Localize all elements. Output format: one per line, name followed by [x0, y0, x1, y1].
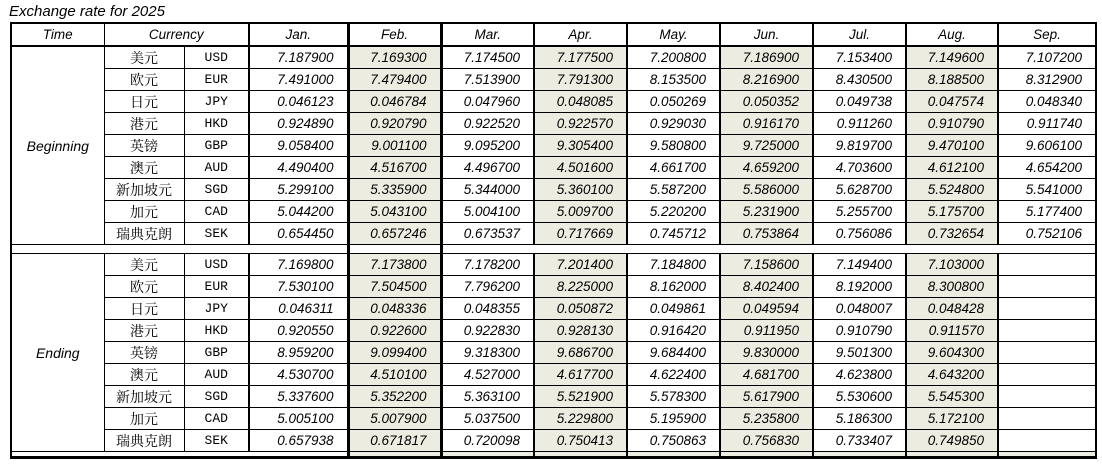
- rate-cell: 8.959200: [249, 342, 348, 364]
- rate-cell: [998, 386, 1096, 408]
- currency-name-cell: 加元: [104, 201, 184, 223]
- rate-cell: 0.745712: [627, 223, 720, 245]
- rate-cell: 4.516700: [348, 157, 441, 179]
- rate-cell: 4.617700: [534, 364, 627, 386]
- rate-cell: 7.513900: [441, 69, 534, 91]
- rate-cell: 7.479400: [348, 69, 441, 91]
- rate-cell: 7.201400: [534, 254, 627, 276]
- rate-cell: 5.545300: [906, 386, 998, 408]
- currency-name-cell: 日元: [104, 91, 184, 113]
- rate-cell: 5.172100: [906, 408, 998, 430]
- rate-cell: 4.490400: [249, 157, 348, 179]
- currency-name-cell: 港元: [104, 113, 184, 135]
- partial-bottom-row: [11, 452, 1096, 458]
- currency-name-cell: 美元: [104, 254, 184, 276]
- partial-cell: [998, 452, 1096, 458]
- table-row: [11, 298, 1096, 320]
- currency-code-cell: JPY: [184, 91, 249, 113]
- currency-name-cell: 瑞典克朗: [104, 223, 184, 245]
- table-row: [11, 254, 1096, 276]
- rate-cell: 0.048340: [998, 91, 1096, 113]
- rate-cell: 9.725000: [720, 135, 813, 157]
- table-row: [11, 430, 1096, 452]
- partial-cell: [534, 452, 627, 458]
- rate-cell: 5.586000: [720, 179, 813, 201]
- rate-cell: 7.177500: [534, 46, 627, 69]
- rate-cell: 5.037500: [441, 408, 534, 430]
- table-row: [11, 46, 1096, 69]
- table-row: [11, 179, 1096, 201]
- currency-code-cell: USD: [184, 254, 249, 276]
- table-row: [11, 408, 1096, 430]
- rate-cell: 5.231900: [720, 201, 813, 223]
- rate-cell: 0.920790: [348, 113, 441, 135]
- currency-name-cell: 澳元: [104, 157, 184, 179]
- rate-cell: 4.612100: [906, 157, 998, 179]
- rate-cell: 8.153500: [627, 69, 720, 91]
- rate-cell: 4.681700: [720, 364, 813, 386]
- rate-cell: 7.169800: [249, 254, 348, 276]
- rate-cell: 8.312900: [998, 69, 1096, 91]
- rate-cell: 4.527000: [441, 364, 534, 386]
- rate-cell: 4.622400: [627, 364, 720, 386]
- rate-cell: 0.673537: [441, 223, 534, 245]
- rate-cell: 4.496700: [441, 157, 534, 179]
- currency-name-cell: 加元: [104, 408, 184, 430]
- partial-cell: [441, 452, 534, 458]
- rate-cell: 5.007900: [348, 408, 441, 430]
- rate-cell: 5.337600: [249, 386, 348, 408]
- rate-cell: 0.046311: [249, 298, 348, 320]
- month-header: Jan.: [249, 23, 348, 46]
- rate-cell: 4.659200: [720, 157, 813, 179]
- table-row: [11, 276, 1096, 298]
- rate-cell: [998, 320, 1096, 342]
- rate-cell: 5.220200: [627, 201, 720, 223]
- partial-cell: [348, 452, 441, 458]
- currency-code-cell: JPY: [184, 298, 249, 320]
- rate-cell: 9.099400: [348, 342, 441, 364]
- currency-name-cell: 新加坡元: [104, 179, 184, 201]
- partial-cell: [906, 452, 998, 458]
- rate-cell: 7.504500: [348, 276, 441, 298]
- rate-cell: 8.162000: [627, 276, 720, 298]
- rate-cell: 4.661700: [627, 157, 720, 179]
- rate-cell: 0.928130: [534, 320, 627, 342]
- rate-cell: 4.501600: [534, 157, 627, 179]
- rate-cell: 0.750413: [534, 430, 627, 452]
- rate-cell: 7.791300: [534, 69, 627, 91]
- rate-cell: 5.360100: [534, 179, 627, 201]
- rate-cell: 0.911740: [998, 113, 1096, 135]
- rate-cell: 7.184800: [627, 254, 720, 276]
- rate-cell: [998, 276, 1096, 298]
- rate-cell: 0.050269: [627, 91, 720, 113]
- table-row: [11, 113, 1096, 135]
- rate-cell: 0.047574: [906, 91, 998, 113]
- table-body: [11, 46, 1096, 458]
- currency-name-cell: 港元: [104, 320, 184, 342]
- rate-cell: 0.671817: [348, 430, 441, 452]
- rate-cell: 8.216900: [720, 69, 813, 91]
- currency-code-cell: GBP: [184, 135, 249, 157]
- currency-code-cell: SEK: [184, 223, 249, 245]
- rate-cell: 0.929030: [627, 113, 720, 135]
- rate-cell: 8.225000: [534, 276, 627, 298]
- currency-name-cell: 瑞典克朗: [104, 430, 184, 452]
- rate-cell: 4.643200: [906, 364, 998, 386]
- rate-cell: 0.750863: [627, 430, 720, 452]
- table-row: [11, 364, 1096, 386]
- rate-cell: 7.530100: [249, 276, 348, 298]
- rate-cell: 5.541000: [998, 179, 1096, 201]
- separator-cell: [11, 245, 348, 254]
- rate-cell: 0.916420: [627, 320, 720, 342]
- currency-name-cell: 日元: [104, 298, 184, 320]
- rate-cell: 0.050352: [720, 91, 813, 113]
- rate-cell: 8.188500: [906, 69, 998, 91]
- rate-cell: 5.352200: [348, 386, 441, 408]
- currency-code-cell: SGD: [184, 386, 249, 408]
- rate-cell: 0.752106: [998, 223, 1096, 245]
- month-header: Aug.: [906, 23, 998, 46]
- rate-cell: 0.046784: [348, 91, 441, 113]
- currency-name-cell: 美元: [104, 46, 184, 69]
- table-header: [11, 23, 1096, 46]
- currency-code-cell: CAD: [184, 201, 249, 223]
- rate-cell: [998, 342, 1096, 364]
- rate-cell: 5.186300: [813, 408, 906, 430]
- rate-cell: 5.005100: [249, 408, 348, 430]
- rate-cell: [998, 298, 1096, 320]
- rate-cell: 5.004100: [441, 201, 534, 223]
- rate-cell: 5.524800: [906, 179, 998, 201]
- rate-cell: 7.153400: [813, 46, 906, 69]
- rate-cell: 0.050872: [534, 298, 627, 320]
- separator-cell: [348, 245, 441, 254]
- page-title: Exchange rate for 2025: [9, 3, 165, 20]
- month-header: Jul.: [813, 23, 906, 46]
- rate-cell: 9.095200: [441, 135, 534, 157]
- currency-code-cell: AUD: [184, 364, 249, 386]
- month-header: Apr.: [534, 23, 627, 46]
- rate-cell: 0.920550: [249, 320, 348, 342]
- currency-header: Currency: [104, 23, 249, 46]
- rate-cell: 5.009700: [534, 201, 627, 223]
- rate-cell: 7.491000: [249, 69, 348, 91]
- rate-cell: 5.344000: [441, 179, 534, 201]
- rate-cell: 0.048085: [534, 91, 627, 113]
- rate-cell: 0.910790: [813, 320, 906, 342]
- rate-cell: 5.229800: [534, 408, 627, 430]
- rate-cell: 0.048007: [813, 298, 906, 320]
- rate-cell: 0.756830: [720, 430, 813, 452]
- currency-name-cell: 欧元: [104, 69, 184, 91]
- rate-cell: 0.733407: [813, 430, 906, 452]
- currency-code-cell: HKD: [184, 113, 249, 135]
- rate-cell: 7.174500: [441, 46, 534, 69]
- rate-cell: 4.623800: [813, 364, 906, 386]
- rate-cell: 9.470100: [906, 135, 998, 157]
- rate-cell: 9.684400: [627, 342, 720, 364]
- section-separator-row: [11, 245, 1096, 254]
- rate-cell: 9.001100: [348, 135, 441, 157]
- rate-cell: 0.916170: [720, 113, 813, 135]
- rate-cell: 0.049594: [720, 298, 813, 320]
- rate-cell: 7.169300: [348, 46, 441, 69]
- partial-cell: [813, 452, 906, 458]
- month-header: Feb.: [348, 23, 441, 46]
- rate-cell: 0.911950: [720, 320, 813, 342]
- rate-cell: 8.300800: [906, 276, 998, 298]
- time-header: Time: [11, 23, 104, 46]
- rate-cell: 0.654450: [249, 223, 348, 245]
- rate-cell: 0.756086: [813, 223, 906, 245]
- rate-cell: 7.178200: [441, 254, 534, 276]
- rate-cell: [998, 364, 1096, 386]
- rate-cell: 0.049738: [813, 91, 906, 113]
- currency-code-cell: SEK: [184, 430, 249, 452]
- rate-cell: 9.686700: [534, 342, 627, 364]
- rate-cell: 7.186900: [720, 46, 813, 69]
- rate-cell: 4.703600: [813, 157, 906, 179]
- rate-cell: 0.048355: [441, 298, 534, 320]
- partial-cell: [11, 452, 348, 458]
- rate-cell: 0.732654: [906, 223, 998, 245]
- partial-cell: [627, 452, 720, 458]
- rate-cell: 5.335900: [348, 179, 441, 201]
- rate-cell: 5.175700: [906, 201, 998, 223]
- rate-cell: 0.749850: [906, 430, 998, 452]
- month-header: May.: [627, 23, 720, 46]
- rate-cell: 5.530600: [813, 386, 906, 408]
- currency-name-cell: 新加坡元: [104, 386, 184, 408]
- rate-cell: 5.043100: [348, 201, 441, 223]
- rate-cell: 9.305400: [534, 135, 627, 157]
- rate-cell: 0.657938: [249, 430, 348, 452]
- currency-code-cell: CAD: [184, 408, 249, 430]
- currency-name-cell: 澳元: [104, 364, 184, 386]
- rate-cell: 9.058400: [249, 135, 348, 157]
- rate-cell: 9.606100: [998, 135, 1096, 157]
- rate-cell: 0.049861: [627, 298, 720, 320]
- currency-code-cell: HKD: [184, 320, 249, 342]
- rate-cell: 5.195900: [627, 408, 720, 430]
- rate-cell: 0.910790: [906, 113, 998, 135]
- rate-cell: 0.911570: [906, 320, 998, 342]
- rate-cell: 0.720098: [441, 430, 534, 452]
- rate-cell: 9.819700: [813, 135, 906, 157]
- rate-cell: [998, 430, 1096, 452]
- rate-cell: 0.922600: [348, 320, 441, 342]
- rate-cell: 9.318300: [441, 342, 534, 364]
- month-header: Sep.: [998, 23, 1096, 46]
- rate-cell: 5.587200: [627, 179, 720, 201]
- rate-cell: [998, 408, 1096, 430]
- rate-cell: 0.911260: [813, 113, 906, 135]
- rate-cell: 0.924890: [249, 113, 348, 135]
- rate-cell: 0.922830: [441, 320, 534, 342]
- rate-cell: 7.173800: [348, 254, 441, 276]
- table-row: [11, 69, 1096, 91]
- rate-cell: 7.103000: [906, 254, 998, 276]
- rate-cell: 0.047960: [441, 91, 534, 113]
- currency-code-cell: AUD: [184, 157, 249, 179]
- currency-code-cell: EUR: [184, 276, 249, 298]
- currency-code-cell: SGD: [184, 179, 249, 201]
- currency-name-cell: 英镑: [104, 135, 184, 157]
- rate-cell: 5.177400: [998, 201, 1096, 223]
- month-header: Mar.: [441, 23, 534, 46]
- month-header: Jun.: [720, 23, 813, 46]
- rate-cell: 4.530700: [249, 364, 348, 386]
- rate-cell: 7.796200: [441, 276, 534, 298]
- rate-cell: 0.046123: [249, 91, 348, 113]
- rate-cell: 7.149600: [906, 46, 998, 69]
- rate-cell: 5.363100: [441, 386, 534, 408]
- table-row: [11, 320, 1096, 342]
- exchange-rate-table: [10, 22, 1097, 459]
- rate-cell: 0.717669: [534, 223, 627, 245]
- rate-cell: 9.501300: [813, 342, 906, 364]
- rate-cell: 9.830000: [720, 342, 813, 364]
- rate-cell: 7.107200: [998, 46, 1096, 69]
- rate-cell: 8.192000: [813, 276, 906, 298]
- rate-cell: 0.657246: [348, 223, 441, 245]
- section-label-cell: Ending: [11, 254, 104, 452]
- rate-cell: 9.604300: [906, 342, 998, 364]
- rate-cell: 0.922570: [534, 113, 627, 135]
- rate-cell: 0.753864: [720, 223, 813, 245]
- rate-cell: 7.158600: [720, 254, 813, 276]
- section-label-cell: Beginning: [11, 46, 104, 245]
- table-row: [11, 135, 1096, 157]
- currency-name-cell: 英镑: [104, 342, 184, 364]
- rate-cell: 8.402400: [720, 276, 813, 298]
- rate-cell: 5.044200: [249, 201, 348, 223]
- rate-cell: 5.255700: [813, 201, 906, 223]
- rate-cell: 5.628700: [813, 179, 906, 201]
- currency-name-cell: 欧元: [104, 276, 184, 298]
- rate-cell: 5.235800: [720, 408, 813, 430]
- rate-cell: 0.048336: [348, 298, 441, 320]
- rate-cell: 9.580800: [627, 135, 720, 157]
- rate-cell: [998, 254, 1096, 276]
- table-row: [11, 157, 1096, 179]
- rate-cell: 4.510100: [348, 364, 441, 386]
- currency-code-cell: EUR: [184, 69, 249, 91]
- rate-cell: 0.048428: [906, 298, 998, 320]
- table-row: [11, 386, 1096, 408]
- table-row: [11, 201, 1096, 223]
- currency-code-cell: GBP: [184, 342, 249, 364]
- table-row: [11, 342, 1096, 364]
- header-row: [11, 23, 1096, 46]
- partial-cell: [720, 452, 813, 458]
- rate-cell: 0.922520: [441, 113, 534, 135]
- rate-cell: 7.187900: [249, 46, 348, 69]
- rate-cell: 7.200800: [627, 46, 720, 69]
- rate-cell: 4.654200: [998, 157, 1096, 179]
- rate-cell: 5.578300: [627, 386, 720, 408]
- separator-cell: [441, 245, 1096, 254]
- rate-cell: 5.521900: [534, 386, 627, 408]
- table-row: [11, 91, 1096, 113]
- table-row: [11, 223, 1096, 245]
- rate-cell: 8.430500: [813, 69, 906, 91]
- rate-cell: 7.149400: [813, 254, 906, 276]
- rate-cell: 5.617900: [720, 386, 813, 408]
- currency-code-cell: USD: [184, 46, 249, 69]
- rate-cell: 5.299100: [249, 179, 348, 201]
